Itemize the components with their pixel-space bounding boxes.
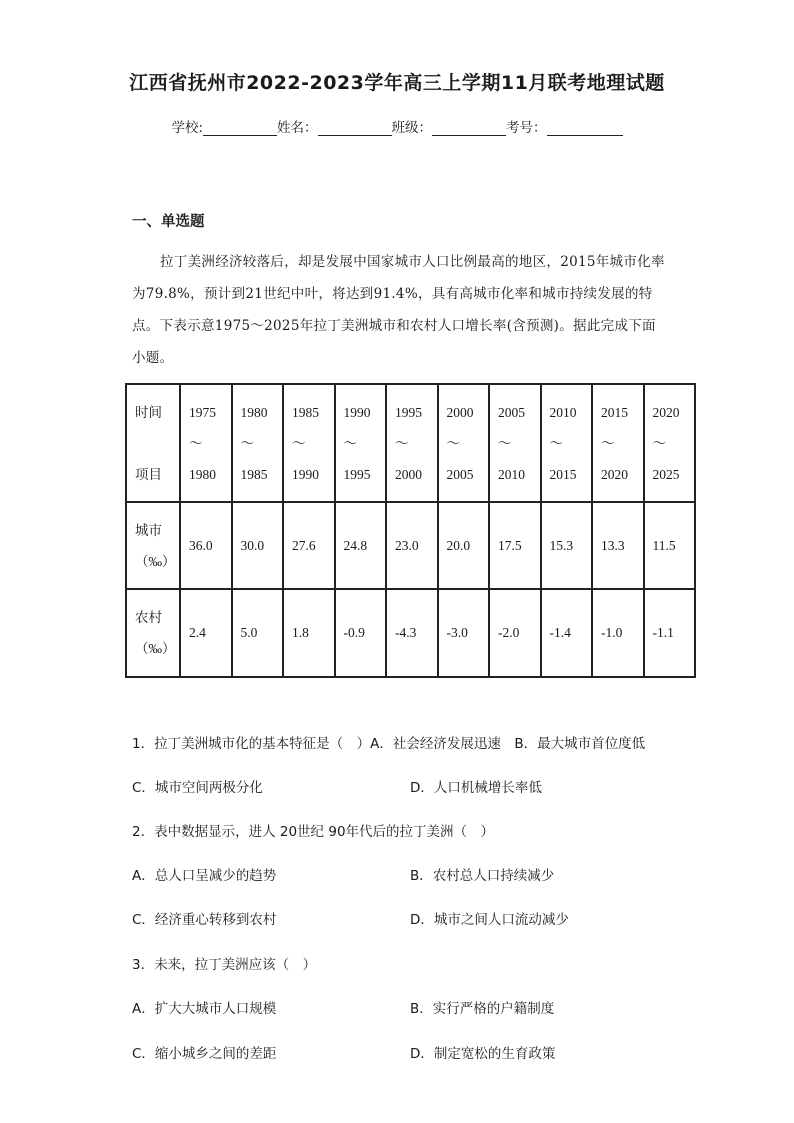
period-cell: 2000 ～ 2005 bbox=[438, 384, 490, 502]
period-cell: 1980 ～ 1985 bbox=[232, 384, 284, 502]
table-cell: -1.0 bbox=[592, 589, 644, 677]
question-1-option-a[interactable]: A．社会经济发展迅速 bbox=[370, 736, 501, 752]
table-row-rural bbox=[126, 589, 695, 677]
table-cell: 1.8 bbox=[283, 589, 335, 677]
period-cell: 2015 ～ 2020 bbox=[592, 384, 644, 502]
table-row-city bbox=[126, 502, 695, 589]
period-cell: 2020 ～ 2025 bbox=[644, 384, 696, 502]
table-cell: 27.6 bbox=[283, 502, 335, 589]
question-1-option-c[interactable]: C．城市空间两极分化 bbox=[132, 780, 263, 796]
period-cell: 2010 ～ 2015 bbox=[541, 384, 593, 502]
table-cell: 20.0 bbox=[438, 502, 490, 589]
table-cell: 11.5 bbox=[644, 502, 696, 589]
school-blank[interactable] bbox=[203, 119, 277, 136]
row-label-city: 城市 （‰） bbox=[126, 502, 180, 589]
section-title: 一、单选题 bbox=[132, 214, 205, 230]
period-cell: 2005 ～ 2010 bbox=[489, 384, 541, 502]
period-cell: 1975 ～ 1980 bbox=[180, 384, 232, 502]
question-2-option-d[interactable]: D．城市之间人口流动减少 bbox=[410, 912, 569, 928]
row-label-rural: 农村 （‰） bbox=[126, 589, 180, 677]
table-cell: 23.0 bbox=[386, 502, 438, 589]
student-info-line bbox=[0, 116, 794, 136]
question-2-option-b[interactable]: B．农村总人口持续减少 bbox=[410, 868, 555, 884]
question-3-option-c[interactable]: C．缩小城乡之间的差距 bbox=[132, 1046, 277, 1062]
period-cell: 1995 ～ 2000 bbox=[386, 384, 438, 502]
population-growth-table bbox=[125, 383, 696, 678]
question-3-stem: 3．未来，拉丁美洲应该（ ） bbox=[132, 957, 317, 973]
table-cell: -3.0 bbox=[438, 589, 490, 677]
table-cell: 24.8 bbox=[335, 502, 387, 589]
reading-passage: 拉丁美洲经济较落后，却是发展中国家城市人口比例最高的地区，2015年城市化率为79.8%，预计到21世纪中叶，将达到91.4%，具有高城市化率和城市持续发展的特点。下表示意1975～2025年拉丁美洲城市和农村人口增长率(含预测)。据此完成下面小题。 bbox=[132, 254, 665, 366]
table-header-row bbox=[126, 384, 695, 502]
name-blank[interactable] bbox=[318, 119, 392, 136]
table-cell: -1.1 bbox=[644, 589, 696, 677]
class-blank[interactable] bbox=[432, 119, 506, 136]
question-1-option-b[interactable]: B．最大城市首位度低 bbox=[514, 736, 646, 752]
question-2-stem: 2．表中数据显示，进人 20世纪 90年代后的拉丁美洲（ ） bbox=[132, 824, 495, 840]
table-cell: -0.9 bbox=[335, 589, 387, 677]
table-cell: 2.4 bbox=[180, 589, 232, 677]
question-2-option-a[interactable]: A．总人口呈减少的趋势 bbox=[132, 868, 277, 884]
question-1-option-d[interactable]: D．人口机械增长率低 bbox=[410, 780, 542, 796]
period-cell: 1985 ～ 1990 bbox=[283, 384, 335, 502]
table-cell: -4.3 bbox=[386, 589, 438, 677]
table-cell: -2.0 bbox=[489, 589, 541, 677]
table-cell: 36.0 bbox=[180, 502, 232, 589]
period-cell: 1990 ～ 1995 bbox=[335, 384, 387, 502]
exam-number-label: 考号： bbox=[506, 120, 547, 136]
table-cell: 13.3 bbox=[592, 502, 644, 589]
exam-number-blank[interactable] bbox=[547, 119, 623, 136]
name-label: 姓名： bbox=[277, 120, 318, 136]
class-label: 班级： bbox=[391, 120, 433, 136]
question-2-option-c[interactable]: C．经济重心转移到农村 bbox=[132, 912, 277, 928]
table-cell: 15.3 bbox=[541, 502, 593, 589]
question-3-option-a[interactable]: A．扩大大城市人口规模 bbox=[132, 1001, 277, 1017]
question-1-stem: 1．拉丁美洲城市化的基本特征是（ ）A．社会经济发展迅速 B．最大城市首位度低 bbox=[132, 736, 646, 752]
header-corner-cell bbox=[126, 384, 180, 502]
document-title: 江西省抚州市2022-2023学年高三上学期11月联考地理试题 bbox=[129, 72, 665, 94]
table-cell: -1.4 bbox=[541, 589, 593, 677]
time-label: 时间 bbox=[135, 404, 162, 420]
question-3-option-d[interactable]: D．制定宽松的生育政策 bbox=[410, 1046, 556, 1062]
table-cell: 5.0 bbox=[232, 589, 284, 677]
table-cell: 17.5 bbox=[489, 502, 541, 589]
item-label: 项目 bbox=[135, 466, 162, 482]
table-cell: 30.0 bbox=[232, 502, 284, 589]
school-label: 学校: bbox=[171, 120, 204, 136]
question-3-option-b[interactable]: B．实行严格的户籍制度 bbox=[410, 1001, 555, 1017]
